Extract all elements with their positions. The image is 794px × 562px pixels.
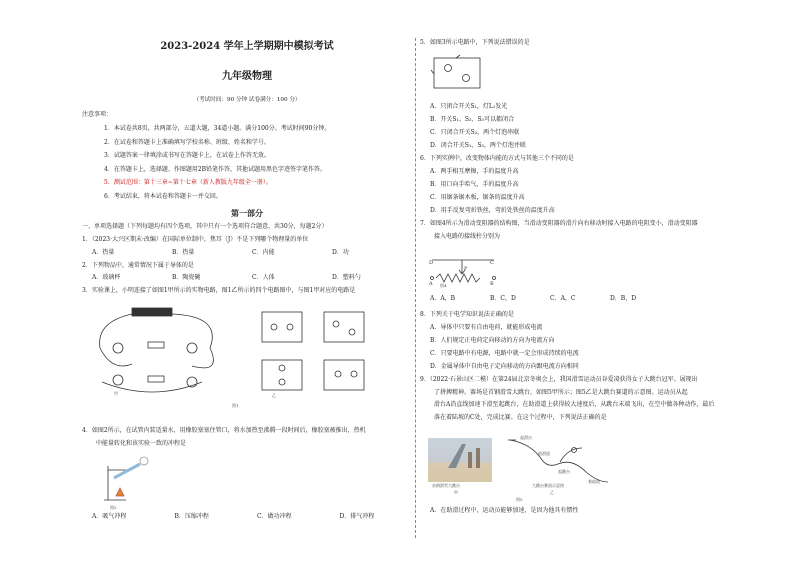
figure-5-caption: 图5 bbox=[516, 497, 523, 502]
option: C．内能 bbox=[252, 248, 275, 256]
figure-3-circuit bbox=[430, 54, 486, 94]
option: B．热量 bbox=[172, 248, 195, 256]
figure-1-circuits bbox=[92, 302, 392, 414]
option: C．人体 bbox=[252, 274, 275, 282]
note-item: 6．考试结束，将本试卷和答题卡一并交回。 bbox=[104, 192, 222, 200]
note-item: 3．试题答案一律填涂或书写在答题卡上，在试卷上作答无效。 bbox=[104, 152, 270, 160]
figure-2-test-tube bbox=[96, 454, 156, 506]
question-7-line: 接入电路的接线柱分别为 bbox=[434, 232, 501, 240]
svg-text:C: C bbox=[490, 260, 494, 266]
question-8-block bbox=[420, 312, 720, 428]
ski-jump-photo bbox=[428, 438, 492, 482]
option: C．A，C bbox=[550, 295, 576, 302]
question-4-line: 中能量转化和该实验一致的冲程是 bbox=[96, 439, 187, 447]
note-item: 2．在试卷和答题卡上准确填写学校名称、班级、姓名和学号。 bbox=[104, 138, 270, 146]
option: D．闭合开关S₁、S₃，两个灯泡并联 bbox=[430, 142, 526, 149]
option: A．A，B bbox=[430, 295, 456, 302]
option: A．导体中只要有自由电荷，就能形成电流 bbox=[430, 323, 543, 331]
svg-text:D: D bbox=[429, 260, 434, 266]
figure-4-rheostat bbox=[428, 256, 498, 286]
option: C．只要电路中有电源，电路中就一定会形成持续的电流 bbox=[430, 349, 579, 357]
exam-meta: （考试时间：90 分钟 试卷满分：100 分） bbox=[193, 97, 301, 103]
track-label: 起滑台 bbox=[520, 435, 532, 440]
battery-icon bbox=[132, 308, 172, 316]
resistor-coil-icon bbox=[436, 274, 480, 282]
question-4-options bbox=[82, 514, 422, 527]
question-5: 5．如图3所示电路中，下列说法错误的是 bbox=[420, 39, 530, 46]
svg-text:B: B bbox=[490, 281, 494, 286]
exam-title: 2023-2024 学年上学期期中模拟考试 bbox=[160, 41, 334, 52]
question-8: 8．下列关于电学知识说法正确的是 bbox=[420, 311, 514, 318]
track-label: 起跳台 bbox=[558, 469, 570, 474]
option: A．两手相互摩擦，手的温度升高 bbox=[430, 167, 519, 175]
note-item: 1．本试卷共8页，共两部分，五道大题，34道小题。满分100分。考试时间90分钟。 bbox=[104, 125, 331, 132]
question-9-line: 了拼搏精神。赛场是首钢滑雪大跳台，如图5甲所示；图5乙是大跳台赛道的示意图。运动员从起 bbox=[434, 388, 688, 396]
question-2: 2．下列物品中，通常情况下属于导体的是 bbox=[82, 261, 194, 269]
note-item-scope: 5．测试范围：第十三章~第十七章（新人教版九年级全一册）。 bbox=[104, 179, 272, 187]
track-label: 着陆坡 bbox=[588, 479, 600, 484]
figure-1-caption: 图1 bbox=[232, 403, 239, 408]
option: D．B，D bbox=[610, 295, 637, 302]
question-7-options bbox=[420, 296, 670, 309]
subject-title: 九年级物理 bbox=[222, 71, 272, 82]
option: A．玻璃杯 bbox=[92, 274, 121, 282]
track-diagram-label: 乙 bbox=[550, 490, 554, 495]
question-4-line: 4．如图2所示，在试管内装适量水，用橡胶塞塞住管口，将水加热至沸腾一段时间后，橡胶塞被推出，热机 bbox=[82, 427, 366, 434]
bulb-icon bbox=[113, 343, 123, 353]
question-9-line: 9．（2022·石景山区二模）在第24届北京冬奥会上，我国滑雪运动员谷爱凌获得女子大跳台冠军。展现出 bbox=[420, 375, 698, 383]
option: B．人们规定正电荷定向移动的方向为电流方向 bbox=[430, 336, 555, 344]
option: D．排气冲程 bbox=[339, 513, 375, 520]
track-label: 助滑道 bbox=[538, 451, 550, 456]
track-caption: 大跳台赛道示意图 bbox=[532, 483, 564, 488]
question-7-line: 7．如图4所示为滑动变阻器的结构图，当滑动变阻器的滑片向右移动时接入电路的电阻变小，滑动变阻器 bbox=[420, 219, 698, 227]
steam-icon bbox=[140, 457, 148, 465]
option: C．用锯条锯木板，锯条的温度升高 bbox=[430, 193, 525, 201]
figure-2-caption: 图2 bbox=[110, 505, 117, 510]
question-1-options bbox=[82, 250, 412, 263]
figure-1-label-a: 甲 bbox=[114, 391, 118, 396]
photo-caption: 首钢滑雪大跳台 bbox=[432, 483, 460, 488]
option: A．热量 bbox=[92, 248, 115, 256]
svg-text:P: P bbox=[464, 266, 468, 272]
option: A．吸气冲程 bbox=[92, 513, 127, 520]
flame-icon bbox=[116, 488, 124, 496]
option: B．C，D bbox=[490, 295, 516, 302]
notes-heading: 注意事项： bbox=[82, 111, 113, 118]
option: D．用手反复弯折铁丝，弯折处铁丝的温度升高 bbox=[430, 206, 555, 214]
option: A．在助滑过程中，运动员能够加速，是因为他具有惯性 bbox=[430, 507, 579, 514]
option: C．只闭合开关S₂，两个灯泡串联 bbox=[430, 129, 520, 136]
figure-4-caption: 图4 bbox=[440, 283, 447, 288]
photo-label: 甲 bbox=[454, 490, 458, 495]
questions-1-3 bbox=[82, 224, 412, 301]
option: B．陶瓷碗 bbox=[172, 274, 201, 282]
question-4 bbox=[82, 428, 412, 454]
question-9-line: 滑台A沿直线加速下滑至起跳台，在助滑道上获得较大速度后，从跳台末端飞出，在空中做各种动作，最后 bbox=[434, 401, 715, 409]
section-title: 第一部分 bbox=[231, 208, 263, 218]
choice-intro: 一、单项选择题（下列每题均有四个选项，其中只有一个选项符合题意，共30分，每题2分） bbox=[82, 223, 328, 230]
question-6: 6．下列实例中，改变物体内能的方式与其他三个不同的是 bbox=[420, 155, 574, 162]
option: B．用口向手哈气，手的温度升高 bbox=[430, 180, 519, 188]
option: D．功 bbox=[332, 248, 349, 256]
question-9-line: 落在着陆坡的C处，完成比赛。在这个过程中，下列说法正确的是 bbox=[434, 414, 607, 422]
question-5-options bbox=[420, 104, 720, 246]
option: A．只闭合开关S₁，灯L₁发光 bbox=[430, 103, 508, 110]
bulb-icon bbox=[113, 375, 123, 385]
option: C．做功冲程 bbox=[257, 513, 292, 520]
column-divider bbox=[415, 38, 416, 538]
option: D．金属导体中自由电子定向移动的方向跟电流方向相同 bbox=[430, 362, 579, 370]
option: D．塑料勺 bbox=[332, 274, 361, 282]
option: B．开关S₁、S₂、S₃可以都闭合 bbox=[430, 116, 514, 123]
question-3: 3．实验课上，小明连接了如图1甲所示的实物电路，图1乙所示的四个电路图中，与图1甲对应的电路是 bbox=[82, 287, 356, 295]
question-1: 1．（2023·大兴区期末·改编）在国际单位制中，焦耳（J）不是下列哪个物理量的单位 bbox=[82, 235, 309, 243]
note-item: 4．在答题卡上，选择题、作图题用2B铅笔作答，其他试题用黑色字迹签字笔作答。 bbox=[104, 165, 327, 173]
bulb-icon bbox=[187, 343, 197, 353]
option: B．压缩冲程 bbox=[174, 513, 209, 520]
notes-list bbox=[104, 126, 404, 208]
figure-1-label-b: 乙 bbox=[272, 393, 276, 398]
svg-text:A: A bbox=[429, 281, 433, 286]
